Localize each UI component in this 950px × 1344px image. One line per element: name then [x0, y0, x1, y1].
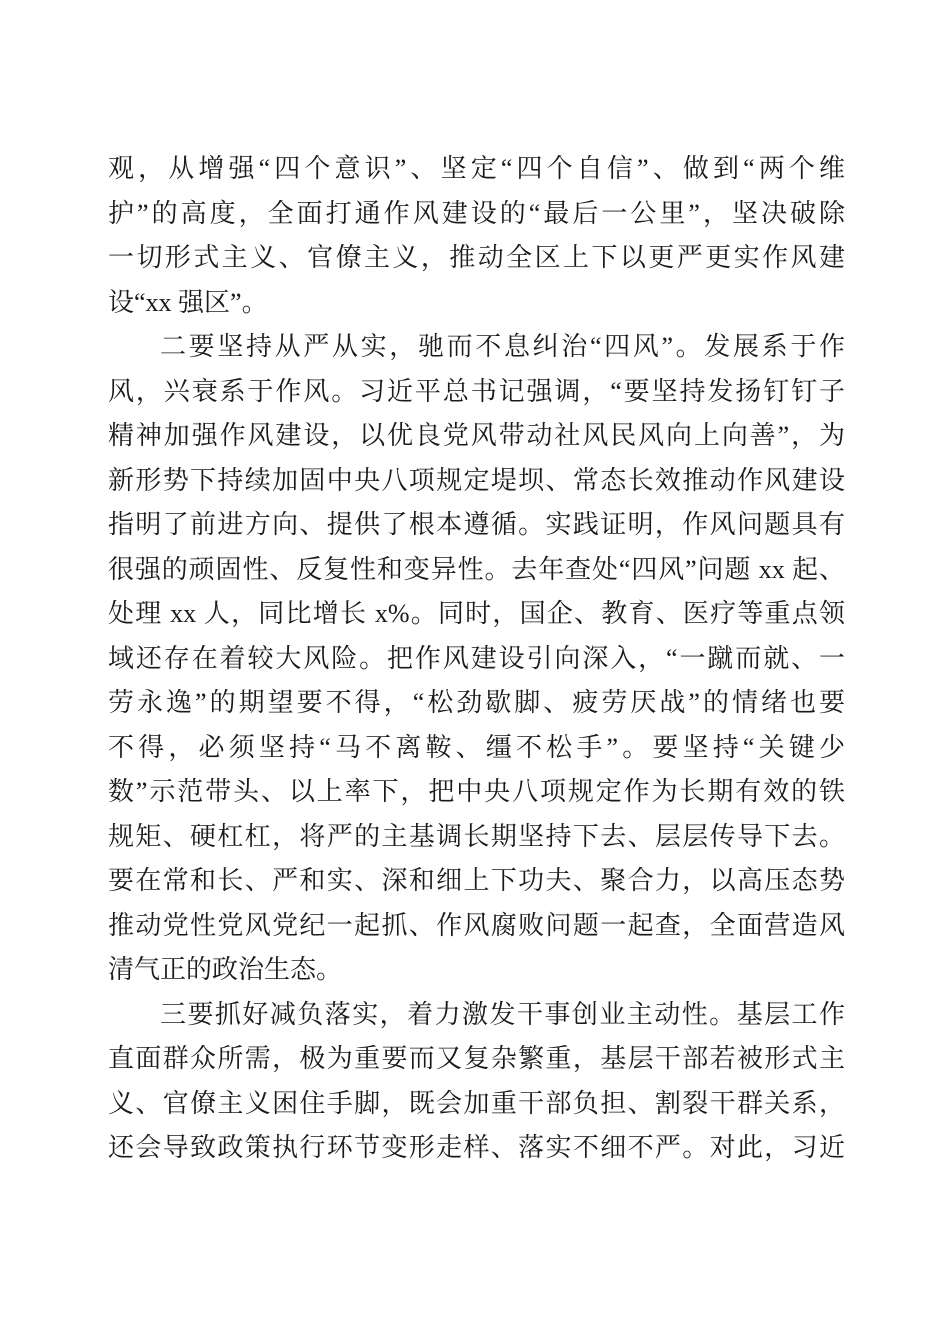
text-line: 精神加强作风建设，以优良党风带动社风民风向上向善”，为: [108, 421, 845, 450]
text-line: 三要抓好减负落实，着力激发干事创业主动性。基层工作: [160, 999, 845, 1029]
text-line: 直面群众所需，极为重要而又复杂繁重，基层干部若被形式主: [108, 1044, 845, 1073]
text-line: 很强的顽固性、反复性和变异性。去年查处“四风”问题 xx 起、: [108, 554, 845, 584]
text-line: 规矩、硬杠杠，将严的主基调长期坚持下去、层层传导下去。: [108, 821, 845, 851]
document-body: [108, 147, 845, 1171]
text-line: 推动党性党风党纪一起抓、作风腐败问题一起查，全面营造风: [108, 910, 845, 940]
paragraph-2: [108, 325, 845, 993]
text-line: 域还存在着较大风险。把作风建设引向深入，“一蹴而就、一: [108, 643, 845, 673]
text-line: 还会导致政策执行环节变形走样、落实不细不严。对此，习近: [108, 1133, 845, 1162]
paragraph-3: [108, 993, 845, 1171]
text-line: 指明了前进方向、提供了根本遵循。实践证明，作风问题具有: [108, 510, 845, 539]
paragraph-1: [108, 147, 845, 325]
text-line: 义、官僚主义困住手脚，既会加重干部负担、割裂干群关系，: [108, 1088, 845, 1118]
text-line: 风，兴衰系于作风。习近平总书记强调，“要坚持发扬钉钉子: [108, 376, 845, 406]
text-line: 劳永逸”的期望要不得，“松劲歇脚、疲劳厌战”的情绪也要: [108, 688, 845, 717]
text-line: 观，从增强“四个意识”、坚定“四个自信”、做到“两个维: [108, 154, 845, 183]
text-line: 一切形式主义、官僚主义，推动全区上下以更严更实作风建: [108, 243, 845, 272]
text-line: 数”示范带头、以上率下，把中央八项规定作为长期有效的铁: [108, 777, 845, 806]
text-line: 设“xx 强区”。: [108, 287, 268, 317]
text-line: 要在常和长、严和实、深和细上下功夫、聚合力，以高压态势: [108, 866, 845, 895]
text-line: 二要坚持从严从实，驰而不息纠治“四风”。发展系于作: [160, 332, 845, 361]
text-line: 护”的高度，全面打通作风建设的“最后一公里”，坚决破除: [108, 198, 845, 228]
text-line: 不得，必须坚持“马不离鞍、缰不松手”。要坚持“关键少: [108, 732, 845, 762]
text-line: 清气正的政治生态。: [108, 955, 343, 984]
text-line: 处理 xx 人，同比增长 x%。同时，国企、教育、医疗等重点领: [108, 599, 845, 628]
text-line: 新形势下持续加固中央八项规定堤坝、常态长效推动作风建设: [108, 465, 845, 495]
